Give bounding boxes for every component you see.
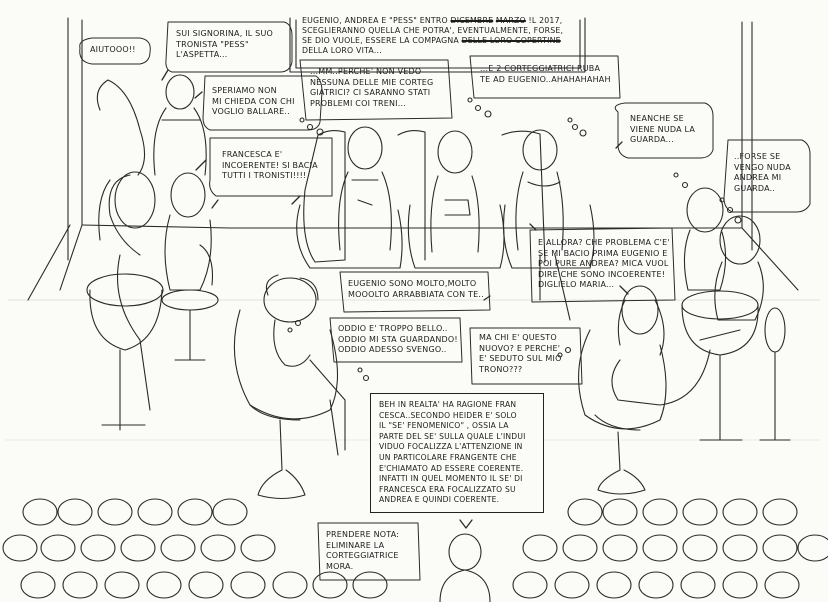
bubble-speriamo: SPERIAMO NON MI CHIEDA CON CHI VOGLIO BALLARE..: [212, 86, 295, 116]
bubble-signorina: SUI SIGNORINA, IL SUO TRONISTA "PESS" L'ASPETTA...: [176, 29, 274, 59]
audience-head: [513, 572, 547, 598]
caption-line1-a: EUGENIO, ANDREA E "PESS" ENTRO: [302, 16, 451, 25]
audience-head: [231, 572, 265, 598]
heider-caption-box: [370, 393, 544, 513]
audience-head: [568, 499, 602, 525]
audience-head: [603, 499, 637, 525]
audience-head: [763, 535, 797, 561]
audience-head: [643, 535, 677, 561]
audience-head: [683, 535, 717, 561]
audience-head: [683, 499, 717, 525]
thought-ma-chi: MA CHI E' QUESTO NUOVO? E PERCHE' E' SEDUTO SUL MIO TRONO???: [479, 333, 562, 374]
audience-head: [138, 499, 172, 525]
audience-head: [213, 499, 247, 525]
caption-struck-marzo: MARZO: [495, 16, 526, 25]
audience-head: [161, 535, 195, 561]
audience-head: [178, 499, 212, 525]
audience-head: [555, 572, 589, 598]
thought-neanche-nuda: NEANCHE SE VIENE NUDA LA GUARDA...: [630, 114, 696, 144]
thought-forse-nuda: ..FORSE SE VENGO NUDA ANDREA MI GUARDA..: [734, 152, 791, 193]
top-caption: [302, 16, 582, 56]
caption-struck-copertine: DELLE LORO COPERTINE: [461, 36, 561, 45]
audience-head: [273, 572, 307, 598]
audience-head: [147, 572, 181, 598]
audience-head: [105, 572, 139, 598]
audience-head: [189, 572, 223, 598]
audience-head: [603, 535, 637, 561]
bubble-eugenio-arrabbiata: EUGENIO SONO MOLTO,MOLTO MOOOLTO ARRABBIATA CON TE..: [348, 279, 484, 299]
audience-head: [313, 572, 347, 598]
audience-head: [21, 572, 55, 598]
audience-head: [681, 572, 715, 598]
audience-head: [798, 535, 828, 561]
caption-line3: SE DIO VUOLE, ESSERE LA COMPAGNA: [302, 36, 462, 45]
left-group: [87, 75, 218, 430]
audience-heads: [3, 499, 828, 598]
thought-corteggiatrici-rubate: ...E 2 CORTEGGIATRICI RUBA TE AD EUGENIO..AHAHAHAHAH: [480, 64, 611, 84]
audience-head: [241, 535, 275, 561]
bubble-aiutooo: AIUTOOO!!: [90, 45, 136, 54]
audience-head: [81, 535, 115, 561]
audience-head: [58, 499, 92, 525]
audience-head: [3, 535, 37, 561]
audience-head: [723, 572, 757, 598]
egg-chair-left: [234, 275, 345, 499]
audience-head: [23, 499, 57, 525]
caption-line4: DELLA LORO VITA...: [302, 46, 382, 55]
audience-head: [763, 499, 797, 525]
audience-head: [63, 572, 97, 598]
thought-oddio: ODDIO E' TROPPO BELLO.. ODDIO MI STA GUARDANDO! ODDIO ADESSO SVENGO..: [338, 324, 458, 354]
thought-mm-perche: ...MM..PERCHE' NON VEDO NESSUNA DELLE MIE CORTEG GIATRICI? CI SARANNO STATI PROBLEMI COI TRENI...: [310, 67, 434, 108]
audience-head: [639, 572, 673, 598]
audience-head: [597, 572, 631, 598]
heider-caption-text: BEH IN REALTA' HA RAGIONE FRAN CESCA..SECONDO HEIDER E' SOLO IL "SE' FENOMENICO" , OSSIA LA PARTE DEL SE' SULLA QUALE L'INDUI VIDUO FOCALIZZA L'ATTENZIONE IN UN PARTICOLARE FRANGENTE CHE E'CHIAMATO AD ESSERE COERENTE. INFATTI IN QUEL MOMENTO IL SE' DI FRANCESCA ERA FOCALIZZATO SU ANDREA E QUINDI COERENTE.: [379, 400, 526, 505]
audience-head: [723, 499, 757, 525]
caption-struck-dicembre: DICEMBRE: [450, 16, 494, 25]
caption-line2: SCEGLIERANNO QUELLA CHE POTRA', EVENTUALMENTE, FORSE,: [302, 26, 564, 35]
audience-head: [563, 535, 597, 561]
bubble-prendere-nota: PRENDERE NOTA: ELIMINARE LA CORTEGGIATRICE MORA.: [326, 530, 400, 571]
audience-head: [523, 535, 557, 561]
audience-head: [723, 535, 757, 561]
caption-line1-b: !L 2017,: [525, 16, 563, 25]
audience-head: [201, 535, 235, 561]
bubble-e-allora: E ALLORA? CHE PROBLEMA C'E' SE MI BACIO PRIMA EUGENIO E POI PURE ANDREA? MICA VUOL DIRE CHE SONO INCOERENTE! DIGLIELO MARIA...: [538, 238, 670, 289]
audience-head: [643, 499, 677, 525]
audience-head: [98, 499, 132, 525]
audience-head: [765, 572, 799, 598]
maria-figure: [440, 534, 490, 602]
audience-head: [353, 572, 387, 598]
bubble-francesca-incoerente: FRANCESCA E' INCOERENTE! SI BACIA TUTTI I TRONISTI!!!!: [222, 150, 318, 180]
right-group: [579, 188, 790, 494]
audience-head: [121, 535, 155, 561]
audience-head: [41, 535, 75, 561]
